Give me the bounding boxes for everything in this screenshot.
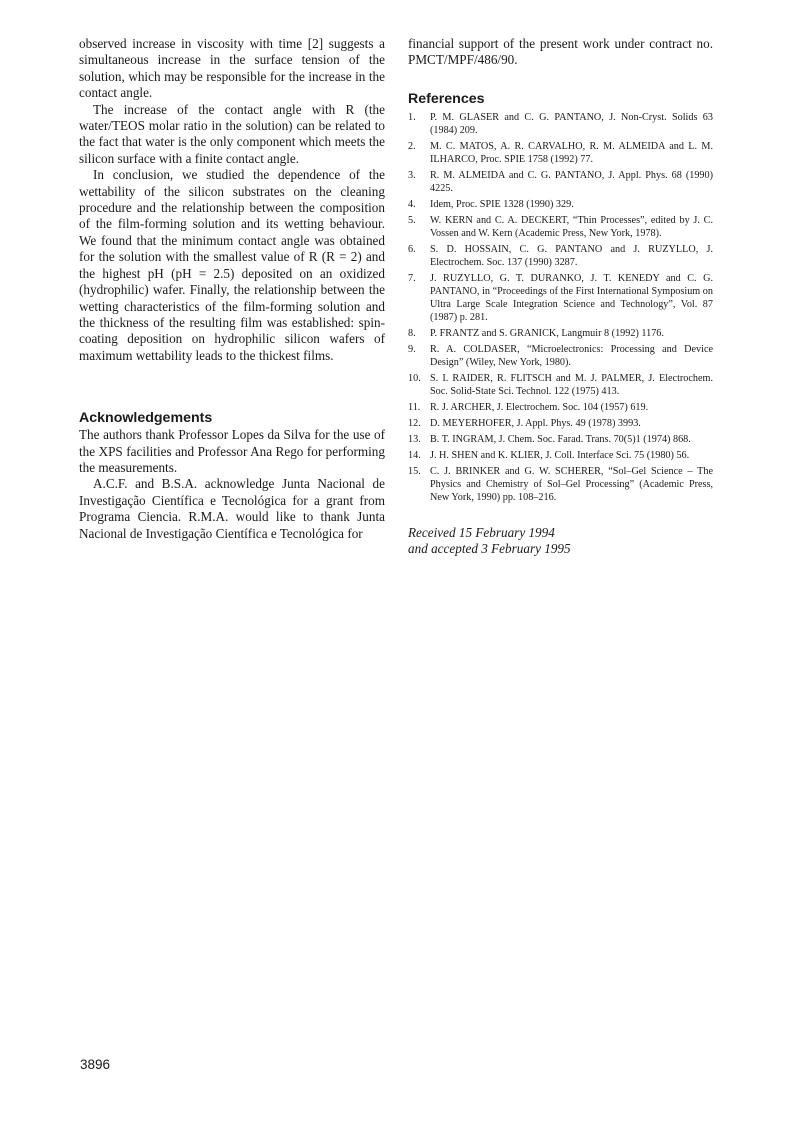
reference-number: 2. [408, 140, 416, 152]
reference-item [408, 372, 713, 398]
reference-text: J. RUZYLLO, G. T. DURANKO, J. T. KENEDY and C. G. PANTANO, in “Proceedings of the First International Symposium on Ultra Large Scale Integration Science and Technology”, Vol. 87 (1987) p. 281. [430, 272, 713, 323]
reference-text: D. MEYERHOFER, J. Appl. Phys. 49 (1978) 3993. [430, 417, 641, 429]
reference-number: 7. [408, 272, 416, 284]
reference-item [408, 433, 713, 446]
reference-item [408, 214, 713, 240]
right-column [408, 36, 713, 558]
acknowledgement-continuation: financial support of the present work under contract no. PMCT/MPF/486/90. [408, 36, 713, 68]
reference-list [408, 111, 713, 504]
received-date [408, 525, 713, 558]
reference-number: 15. [408, 465, 421, 477]
reference-text: J. H. SHEN and K. KLIER, J. Coll. Interface Sci. 75 (1980) 56. [430, 449, 690, 461]
reference-number: 9. [408, 343, 416, 355]
reference-number: 6. [408, 243, 416, 255]
page-number: 3896 [80, 1057, 111, 1072]
left-column [79, 36, 385, 542]
acknowledgement-paragraph: A.C.F. and B.S.A. acknowledge Junta Nacional de Investigação Científica e Tecnológica for a grant from Programa Ciencia. R.M.A. would like to thank Junta Nacional de Investigação Científica e Tecnológica for [79, 476, 385, 541]
received-line: Received 15 February 1994 [408, 524, 555, 540]
reference-item [408, 465, 713, 504]
reference-item [408, 243, 713, 269]
reference-number: 1. [408, 111, 416, 123]
reference-text: S. I. RAIDER, R. FLITSCH and M. J. PALMER, J. Electrochem. Soc. Solid-State Sci. Technol. 122 (1975) 413. [430, 372, 713, 397]
reference-text: Idem, Proc. SPIE 1328 (1990) 329. [430, 198, 574, 210]
reference-number: 13. [408, 433, 421, 445]
references-heading: References [408, 90, 485, 107]
body-paragraph: observed increase in viscosity with time [2] suggests a simultaneous increase in the surface tension of the solution, which may be responsible for the increase in the contact angle. [79, 36, 385, 101]
reference-number: 10. [408, 372, 421, 384]
reference-item [408, 449, 713, 462]
reference-item [408, 169, 713, 195]
reference-number: 8. [408, 327, 416, 339]
reference-text: S. D. HOSSAIN, C. G. PANTANO and J. RUZYLLO, J. Electrochem. Soc. 137 (1990) 3287. [430, 243, 713, 268]
reference-number: 4. [408, 198, 416, 210]
reference-text: M. C. MATOS, A. R. CARVALHO, R. M. ALMEIDA and L. M. ILHARCO, Proc. SPIE 1758 (1992) 77. [430, 140, 713, 165]
acknowledgement-paragraph: The authors thank Professor Lopes da Silva for the use of the XPS facilities and Professor Ana Rego for performing the measurements. [79, 427, 385, 475]
reference-number: 14. [408, 449, 421, 461]
accepted-line: and accepted 3 February 1995 [408, 541, 571, 557]
reference-text: W. KERN and C. A. DECKERT, “Thin Processes”, edited by J. C. Vossen and W. Kern (Academic Press, New York, 1978). [430, 214, 713, 239]
reference-item [408, 327, 713, 340]
reference-number: 3. [408, 169, 416, 181]
reference-number: 5. [408, 214, 416, 226]
reference-text: P. FRANTZ and S. GRANICK, Langmuir 8 (1992) 1176. [430, 327, 664, 339]
reference-item [408, 401, 713, 414]
reference-text: R. J. ARCHER, J. Electrochem. Soc. 104 (1957) 619. [430, 401, 649, 413]
reference-text: P. M. GLASER and C. G. PANTANO, J. Non-Cryst. Solids 63 (1984) 209. [430, 111, 713, 136]
reference-item [408, 198, 713, 211]
reference-number: 12. [408, 417, 421, 429]
reference-text: B. T. INGRAM, J. Chem. Soc. Farad. Trans. 70(5)1 (1974) 868. [430, 433, 691, 445]
reference-text: C. J. BRINKER and G. W. SCHERER, “Sol–Gel Science – The Physics and Chemistry of Sol–Gel Processing” (Academic Press, New York, 1990) pp. 108–216. [430, 465, 713, 503]
reference-item [408, 140, 713, 166]
conclusion-paragraph: In conclusion, we studied the dependence of the wettability of the silicon substrates on the cleaning procedure and the relationship between the composition of the film-forming solution and its wetting behaviour. We found that the minimum contact angle was obtained for the solution with the smallest value of R (R = 2) and the highest pH (pH = 2.5) deposited on an oxidized (hydrophilic) wafer. Finally, the relationship between the wetting characteristics of the film-forming solution and the thickness of the resulting film was established: spin-coating deposition on hydrophilic silicon wafers of maximum wettability leads to the thickest films. [79, 167, 385, 363]
reference-item [408, 417, 713, 430]
reference-item [408, 343, 713, 369]
acknowledgements-heading: Acknowledgements [79, 410, 213, 427]
reference-number: 11. [408, 401, 421, 413]
reference-item [408, 272, 713, 324]
reference-text: R. M. ALMEIDA and C. G. PANTANO, J. Appl. Phys. 68 (1990) 4225. [430, 169, 713, 194]
body-paragraph: The increase of the contact angle with R (the water/TEOS molar ratio in the solution) can be related to the fact that water is the only component which meets the silicon surface with a finite contact angle. [79, 101, 385, 166]
reference-text: R. A. COLDASER, “Microelectronics: Processing and Device Design” (Wiley, New York, 1980). [430, 343, 713, 368]
reference-item [408, 111, 713, 137]
